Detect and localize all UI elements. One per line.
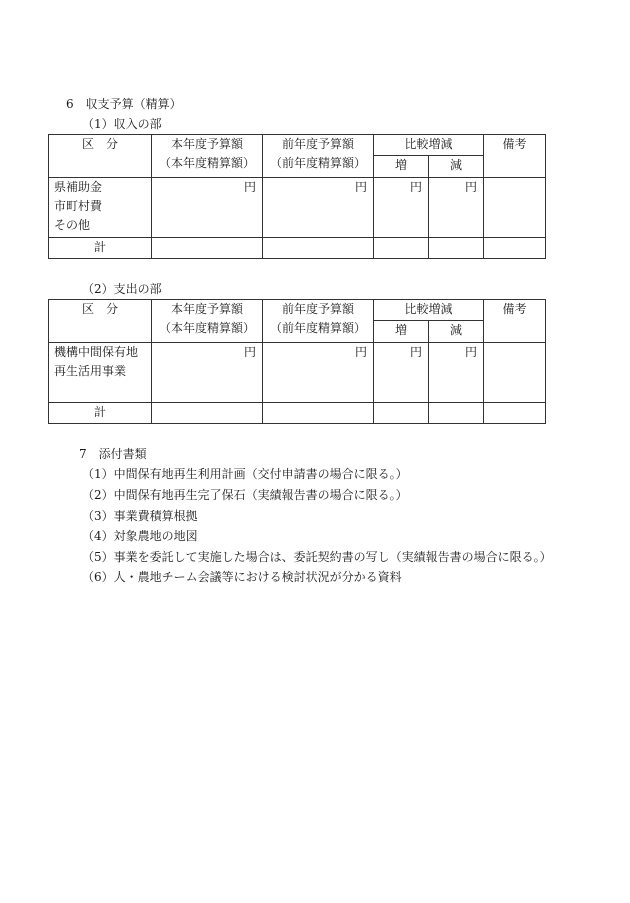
total-label: 計 bbox=[49, 238, 152, 259]
yen-cell: 円 bbox=[152, 178, 263, 238]
header-last-year: 前年度予算額 （前年度精算額） bbox=[263, 135, 374, 178]
list-item: 再生活用事業 bbox=[54, 364, 127, 378]
total-cell bbox=[484, 238, 546, 259]
section7-title: 7 添付書類 bbox=[79, 447, 147, 461]
header-decrease: 減 bbox=[429, 156, 484, 178]
list-item: （4）対象農地の地図 bbox=[82, 529, 198, 543]
expense-title: （2）支出の部 bbox=[82, 282, 162, 296]
list-item: 市町村費 bbox=[54, 199, 103, 213]
list-item: 県補助金 bbox=[54, 180, 103, 194]
header-increase: 増 bbox=[374, 156, 429, 178]
remarks-cell bbox=[484, 178, 546, 238]
header-last-year: 前年度予算額 （前年度精算額） bbox=[263, 300, 374, 343]
total-label: 計 bbox=[49, 403, 152, 424]
list-item: （2）中間保有地再生完了保石（実績報告書の場合に限る。） bbox=[82, 488, 408, 502]
total-cell bbox=[429, 403, 484, 424]
yen-cell: 円 bbox=[263, 343, 374, 403]
total-cell bbox=[263, 238, 374, 259]
list-item: （1）中間保有地再生利用計画（交付申請書の場合に限る。） bbox=[82, 467, 408, 481]
yen-cell: 円 bbox=[152, 343, 263, 403]
header-this-year: 本年度予算額 （本年度精算額） bbox=[152, 300, 263, 343]
total-cell bbox=[152, 238, 263, 259]
header-decrease: 減 bbox=[429, 321, 484, 343]
header-this-year: 本年度予算額 （本年度精算額） bbox=[152, 135, 263, 178]
expense-table bbox=[48, 299, 546, 424]
expense-items-cell bbox=[49, 343, 152, 403]
yen-cell: 円 bbox=[374, 343, 429, 403]
list-item: 機構中間保有地 bbox=[54, 345, 139, 359]
header-comparison: 比較増減 bbox=[374, 135, 484, 156]
header-comparison: 比較増減 bbox=[374, 300, 484, 321]
total-cell bbox=[263, 403, 374, 424]
total-cell bbox=[484, 403, 546, 424]
header-remarks: 備考 bbox=[484, 135, 546, 178]
total-cell bbox=[374, 403, 429, 424]
yen-cell: 円 bbox=[429, 343, 484, 403]
yen-cell: 円 bbox=[374, 178, 429, 238]
list-item: （5）事業を委託して実施した場合は、委託契約書の写し（実績報告書の場合に限る。） bbox=[82, 550, 552, 564]
yen-cell: 円 bbox=[263, 178, 374, 238]
income-items-cell bbox=[49, 178, 152, 238]
total-cell bbox=[152, 403, 263, 424]
yen-cell: 円 bbox=[429, 178, 484, 238]
list-item: その他 bbox=[54, 218, 91, 232]
list-item: （6）人・農地チーム会議等における検討状況が分かる資料 bbox=[82, 570, 402, 584]
section6-title: 6 収支予算（精算） bbox=[66, 97, 182, 111]
list-item: （3）事業費積算根拠 bbox=[82, 509, 198, 523]
remarks-cell bbox=[484, 343, 546, 403]
income-title: （1）収入の部 bbox=[82, 117, 162, 131]
total-cell bbox=[374, 238, 429, 259]
header-category: 区 分 bbox=[49, 135, 152, 178]
header-increase: 増 bbox=[374, 321, 429, 343]
header-category: 区 分 bbox=[49, 300, 152, 343]
header-remarks: 備考 bbox=[484, 300, 546, 343]
income-table bbox=[48, 134, 546, 259]
total-cell bbox=[429, 238, 484, 259]
